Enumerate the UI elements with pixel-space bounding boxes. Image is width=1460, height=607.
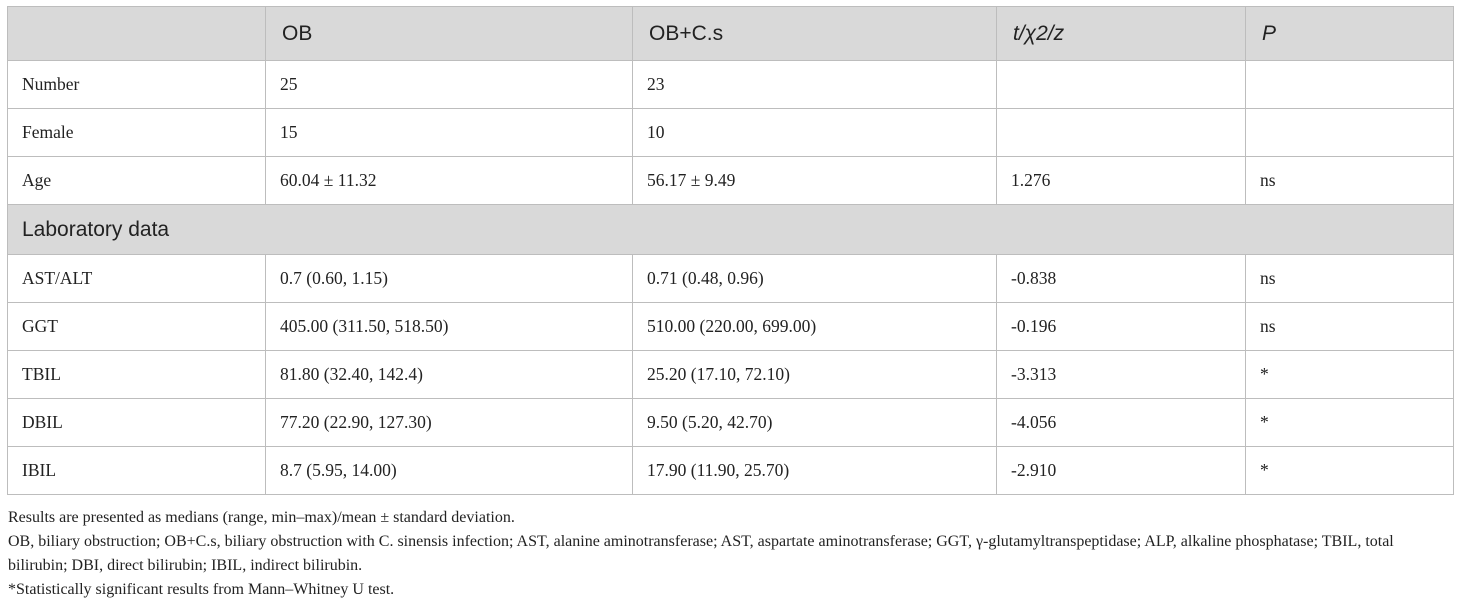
table-row-ggt	[8, 303, 1454, 351]
row-label: TBIL	[8, 351, 266, 399]
header-ob: OB	[266, 7, 633, 61]
cell-ob: 0.7 (0.60, 1.15)	[266, 255, 633, 303]
table-row-ast-alt	[8, 255, 1454, 303]
cell-ob: 8.7 (5.95, 14.00)	[266, 447, 633, 495]
footnote-summary: Results are presented as medians (range, min–max)/mean ± standard deviation.	[8, 509, 515, 526]
cell-ob: 60.04 ± 11.32	[266, 157, 633, 205]
cell-statistic: -0.196	[997, 303, 1246, 351]
table-row-ibil	[8, 447, 1454, 495]
table-row-age	[8, 157, 1454, 205]
header-p-value: P	[1246, 7, 1454, 61]
table-footnotes	[8, 506, 1454, 602]
cell-ob-cs: 0.71 (0.48, 0.96)	[633, 255, 997, 303]
data-table-container	[7, 6, 1453, 495]
cell-ob-cs: 510.00 (220.00, 699.00)	[633, 303, 997, 351]
cell-ob: 405.00 (311.50, 518.50)	[266, 303, 633, 351]
header-ob-cs: OB+C.s	[633, 7, 997, 61]
table-row-number	[8, 61, 1454, 109]
row-label: AST/ALT	[8, 255, 266, 303]
data-table	[7, 6, 1454, 495]
row-label: GGT	[8, 303, 266, 351]
table-row-tbil	[8, 351, 1454, 399]
row-label: Age	[8, 157, 266, 205]
cell-p-value	[1246, 61, 1454, 109]
cell-statistic: -4.056	[997, 399, 1246, 447]
section-label: Laboratory data	[8, 205, 1454, 255]
cell-ob-cs: 25.20 (17.10, 72.10)	[633, 351, 997, 399]
cell-ob-cs: 23	[633, 61, 997, 109]
cell-statistic: -2.910	[997, 447, 1246, 495]
table-row-dbil	[8, 399, 1454, 447]
cell-ob-cs: 10	[633, 109, 997, 157]
cell-ob-cs: 56.17 ± 9.49	[633, 157, 997, 205]
cell-p-value	[1246, 109, 1454, 157]
cell-p-value: ns	[1246, 303, 1454, 351]
cell-statistic: 1.276	[997, 157, 1246, 205]
cell-ob: 81.80 (32.40, 142.4)	[266, 351, 633, 399]
table-header-row	[8, 7, 1454, 61]
header-statistic: t/χ2/z	[997, 7, 1246, 61]
section-row-laboratory	[8, 205, 1454, 255]
cell-ob-cs: 9.50 (5.20, 42.70)	[633, 399, 997, 447]
cell-p-value: *	[1246, 447, 1454, 495]
header-empty	[8, 7, 266, 61]
cell-statistic	[997, 61, 1246, 109]
cell-ob: 25	[266, 61, 633, 109]
cell-ob: 15	[266, 109, 633, 157]
footnote-significance: *Statistically significant results from Mann–Whitney U test.	[8, 581, 395, 598]
row-label: Female	[8, 109, 266, 157]
row-label: Number	[8, 61, 266, 109]
cell-statistic: -3.313	[997, 351, 1246, 399]
row-label: DBIL	[8, 399, 266, 447]
cell-ob: 77.20 (22.90, 127.30)	[266, 399, 633, 447]
cell-p-value: ns	[1246, 157, 1454, 205]
footnote-abbreviations: OB, biliary obstruction; OB+C.s, biliary obstruction with C. sinensis infection; AST, alanine aminotransferase; AST, aspartate aminotransferase; GGT, γ-glutamyltranspeptidase; ALP, alkaline phosphatase; TBIL, total bilirubin; DBI, direct bilirubin; IBIL, indirect bilirubin.	[8, 533, 1394, 574]
cell-ob-cs: 17.90 (11.90, 25.70)	[633, 447, 997, 495]
table-row-female	[8, 109, 1454, 157]
row-label: IBIL	[8, 447, 266, 495]
cell-p-value: ns	[1246, 255, 1454, 303]
cell-statistic: -0.838	[997, 255, 1246, 303]
cell-p-value: *	[1246, 351, 1454, 399]
cell-p-value: *	[1246, 399, 1454, 447]
cell-statistic	[997, 109, 1246, 157]
